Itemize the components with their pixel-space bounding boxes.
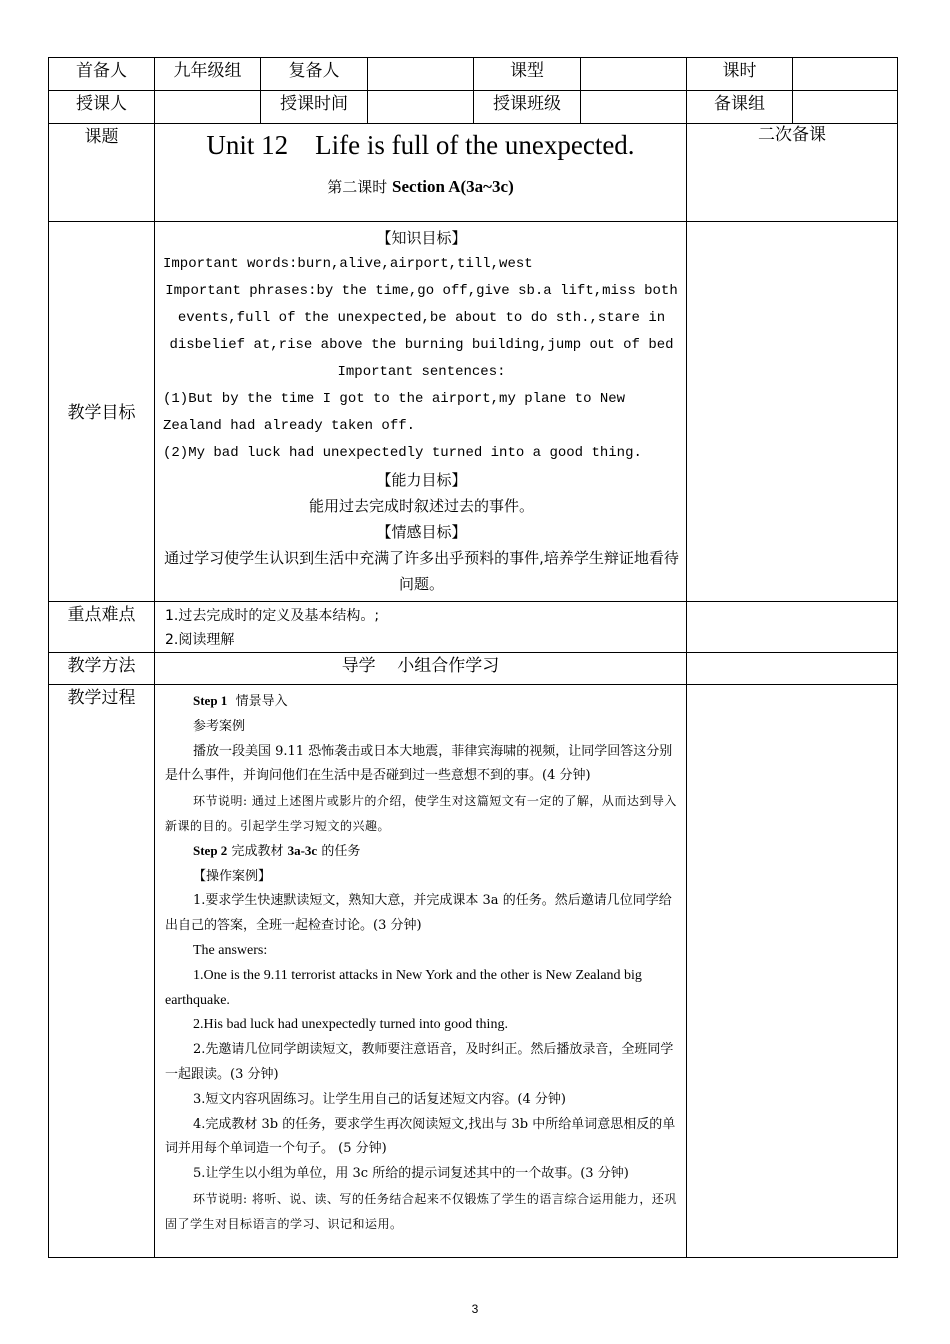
goals-content	[155, 222, 687, 602]
teacher-value	[155, 91, 261, 124]
sentence-1-text: (1)But by the time I got to the airport,my plane to New Zealand had already taken off.	[163, 391, 626, 434]
ability-heading: 【能力目标】	[376, 471, 467, 489]
goals-label: 教学目标	[49, 222, 155, 602]
header-row-1	[49, 58, 898, 91]
re-preparer-value	[368, 58, 474, 91]
class-label: 授课班级	[474, 91, 581, 124]
method-label: 教学方法	[49, 653, 155, 685]
key-points-label: 重点难点	[49, 602, 155, 653]
sentence-2: (2)My bad luck had unexpectedly turned into a good thing.	[163, 445, 642, 461]
emotion-heading: 【情感目标】	[376, 523, 467, 541]
method-row	[49, 653, 898, 685]
teacher-label: 授课人	[49, 91, 155, 124]
lesson-type-label: 课型	[474, 58, 581, 91]
step-1-name: 情景导入	[235, 694, 288, 709]
step-1-heading	[165, 689, 678, 715]
task-1: 1.要求学生快速默读短文，熟知大意，并完成课本 3a 的任务。然后邀请几位同学给出自己的答案，全班一起检查讨论。(3 分钟)	[165, 893, 672, 934]
lesson-section: Section A(3a~3c)	[392, 177, 514, 196]
key-point-2: 2.阅读理解	[165, 632, 235, 648]
operation-case: 【操作案例】	[193, 868, 272, 884]
task-5: 5.让学生以小组为单位，用 3c 所给的提示词复述其中的一个故事。(3 分钟)	[193, 1166, 629, 1182]
answer-2: 2.His bad luck had unexpectedly turned into good thing.	[193, 1017, 508, 1033]
period-label: 课时	[687, 58, 793, 91]
key-points-content	[155, 602, 687, 653]
unit-title: Unit 12 Life is full of the unexpected.	[206, 130, 635, 160]
lesson-subtitle	[155, 176, 686, 197]
ability-text: 能用过去完成时叙述过去的事件。	[308, 497, 534, 515]
preparer-value: 九年级组	[155, 58, 261, 91]
prep-group-value	[793, 91, 898, 124]
reference-case: 参考案例	[193, 718, 246, 734]
step-2-note: 环节说明: 将听、说、读、写的任务结合起来不仅锻炼了学生的语言综合运用能力，还巩固了学生对目标语言的学习、识记和运用。	[165, 1191, 677, 1231]
prep-group-label: 备课组	[687, 91, 793, 124]
key-point-1: 1.过去完成时的定义及基本结构。;	[165, 608, 380, 624]
step-1-title: Step 1	[193, 693, 228, 708]
lesson-plan-table	[48, 57, 898, 1258]
preparer-label: 首备人	[49, 58, 155, 91]
class-value	[581, 91, 687, 124]
process-content	[155, 685, 687, 1258]
key-points-second-prep	[687, 602, 898, 653]
process-second-prep	[687, 685, 898, 1258]
topic-row	[49, 124, 898, 222]
method-text: 导学 小组合作学习	[155, 653, 687, 685]
process-row	[49, 685, 898, 1258]
process-label: 教学过程	[49, 685, 155, 1258]
step-2-bold: 3a-3c	[287, 842, 318, 858]
teaching-time-value	[368, 91, 474, 124]
important-words: Important words:burn,alive,airport,till,west	[163, 256, 533, 272]
key-points-row	[49, 602, 898, 653]
sentence-1	[163, 386, 680, 440]
step-2-heading	[165, 839, 678, 865]
re-preparer-label: 复备人	[261, 58, 368, 91]
topic-content	[155, 124, 687, 222]
second-prep-label: 二次备课	[687, 124, 898, 222]
header-row-2	[49, 91, 898, 124]
answer-1: 1.One is the 9.11 terrorist attacks in New York and the other is New Zealand big earthquake.	[165, 967, 642, 1008]
topic-label: 课题	[49, 124, 155, 222]
step-2-pre: 完成教材	[231, 843, 288, 859]
step-2-post: 的任务	[317, 843, 361, 859]
goals-row	[49, 222, 898, 602]
knowledge-heading: 【知识目标】	[376, 229, 467, 247]
task-4: 4.完成教材 3b 的任务，要求学生再次阅读短文,找出与 3b 中所给单词意思相反的单词并用每个单词造一个句子。 (5 分钟)	[165, 1116, 676, 1157]
period-value	[793, 58, 898, 91]
lesson-period: 第二课时	[327, 178, 393, 196]
step-1-text: 播放一段美国 9.11 恐怖袭击或日本大地震，菲律宾海啸的视频，让同学回答这分别是什么事件，并询问他们在生活中是否碰到过一些意想不到的事。(4 分钟)	[165, 743, 673, 784]
emotion-text: 通过学习使学生认识到生活中充满了许多出乎预料的事件,培养学生辩证地看待问题。	[164, 549, 679, 593]
step-1-note: 环节说明: 通过上述图片或影片的介绍，使学生对这篇短文有一定的了解，从而达到导入新课的目的。引起学生学习短文的兴趣。	[165, 794, 677, 833]
method-second-prep	[687, 653, 898, 685]
task-3: 3.短文内容巩固练习。让学生用自己的话复述短文内容。(4 分钟)	[193, 1091, 566, 1107]
important-phrases: Important phrases:by the time,go off,give sb.a lift,miss both events,full of the unexpected,be about to do sth.,stare in disbelief at,rise above the burning building,jump out of bed	[165, 283, 678, 353]
page-number: 3	[471, 1302, 479, 1316]
lesson-type-value	[581, 58, 687, 91]
sentences-heading: Important sentences:	[337, 364, 506, 380]
step-2-title: Step 2	[193, 842, 228, 858]
goals-second-prep	[687, 222, 898, 602]
answers-label: The answers:	[193, 942, 268, 958]
teaching-time-label: 授课时间	[261, 91, 368, 124]
task-2: 2.先邀请几位同学朗读短文，教师要注意语音，及时纠正。然后播放录音，全班同学一起跟读。(3 分钟)	[165, 1042, 674, 1082]
